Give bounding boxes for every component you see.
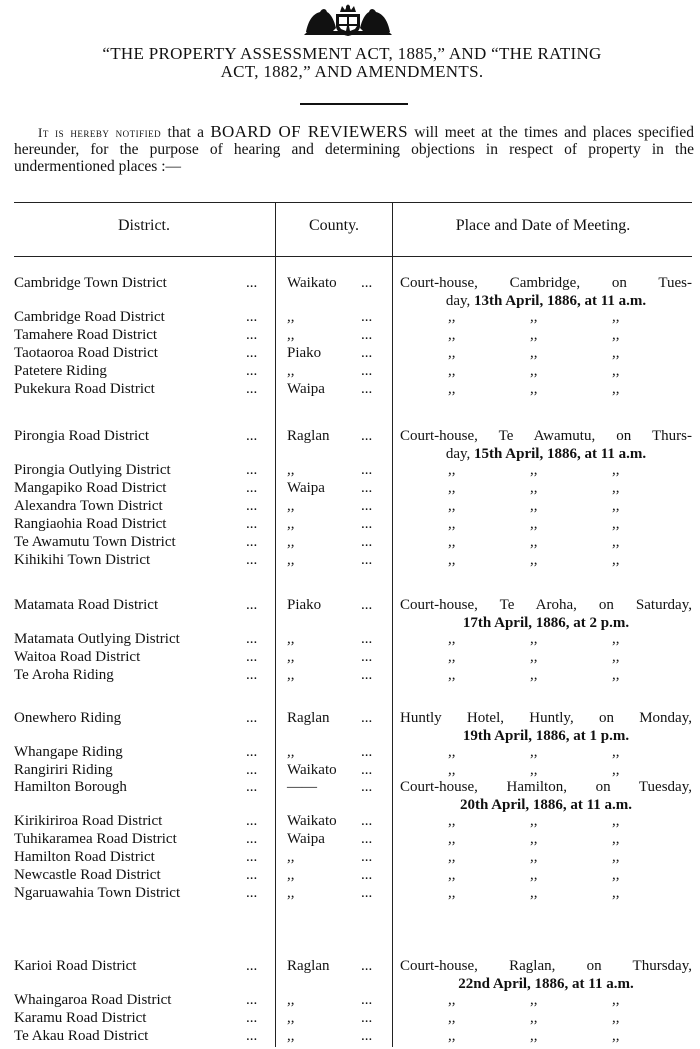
table-row: [0, 1009, 700, 1027]
county-leader: ...: [361, 309, 373, 325]
county-name: ,,: [287, 744, 295, 760]
county-name: ,,: [287, 498, 295, 514]
royal-coat-of-arms-icon: [298, 2, 398, 38]
ditto-mark: ,,: [530, 381, 538, 397]
district-name: Karioi Road District: [14, 958, 137, 974]
ditto-mark: ,,: [612, 667, 620, 683]
county-name: ——: [287, 779, 317, 795]
district-name: Matamata Road District: [14, 597, 159, 613]
table-row: [0, 866, 700, 884]
header-county: County.: [308, 217, 360, 234]
ditto-mark: ,,: [530, 631, 538, 647]
ditto-mark: ,,: [530, 498, 538, 514]
district-name: Tuhikaramea Road District: [14, 831, 177, 847]
district-leader: ...: [246, 779, 258, 795]
county-name: ,,: [287, 885, 295, 901]
title-line-2: ACT, 1882,” AND AMENDMENTS.: [220, 62, 484, 81]
district-leader: ...: [246, 1010, 258, 1026]
meeting-place-line-1: Court-house, Cambridge, on Tues-: [400, 275, 692, 291]
district-leader: ...: [246, 958, 258, 974]
district-name: Tamahere Road District: [14, 327, 158, 343]
county-name: ,,: [287, 649, 295, 665]
ditto-mark: ,,: [530, 667, 538, 683]
ditto-mark: ,,: [530, 516, 538, 532]
ditto-mark: ,,: [612, 327, 620, 343]
county-leader: ...: [361, 849, 373, 865]
county-name: Raglan: [287, 958, 330, 974]
county-leader: ...: [361, 381, 373, 397]
county-leader: ...: [361, 345, 373, 361]
county-leader: ...: [361, 762, 373, 778]
district-name: Mangapiko Road District: [14, 480, 167, 496]
county-leader: ...: [361, 597, 373, 613]
table-row: [0, 1027, 700, 1045]
ditto-mark: ,,: [448, 667, 456, 683]
ditto-mark: ,,: [612, 831, 620, 847]
notice-paragraph: [14, 123, 694, 175]
meeting-place-line-1: Court-house, Raglan, on Thursday,: [400, 958, 692, 974]
meeting-date: 17th April, 1886, at 2 p.m.: [462, 615, 630, 631]
table-row: [0, 778, 700, 796]
county-name: Waipa: [287, 831, 325, 847]
ditto-mark: ,,: [612, 762, 620, 778]
table-row: [0, 533, 700, 551]
county-leader: ...: [361, 516, 373, 532]
ditto-mark: ,,: [612, 813, 620, 829]
county-name: ,,: [287, 552, 295, 568]
county-leader: ...: [361, 552, 373, 568]
ditto-mark: ,,: [530, 849, 538, 865]
ditto-mark: ,,: [448, 631, 456, 647]
district-name: Patetere Riding: [14, 363, 107, 379]
ditto-mark: ,,: [612, 649, 620, 665]
header-district: District.: [118, 217, 170, 234]
table-row: [0, 479, 700, 497]
county-leader: ...: [361, 534, 373, 550]
ditto-mark: ,,: [448, 831, 456, 847]
county-leader: ...: [361, 498, 373, 514]
table-row: [0, 380, 700, 398]
district-name: Te Aroha Riding: [14, 667, 114, 683]
district-name: Kihikihi Town District: [14, 552, 151, 568]
county-leader: ...: [361, 744, 373, 760]
ditto-mark: ,,: [448, 762, 456, 778]
meeting-place-line-1: Court-house, Te Aroha, on Saturday,: [400, 597, 692, 613]
table-row: [0, 761, 700, 779]
ditto-mark: ,,: [612, 516, 620, 532]
county-leader: ...: [361, 813, 373, 829]
district-name: Rangiriri Riding: [14, 762, 113, 778]
district-leader: ...: [246, 363, 258, 379]
district-leader: ...: [246, 275, 258, 291]
district-name: Onewhero Riding: [14, 710, 122, 726]
ditto-mark: ,,: [448, 462, 456, 478]
county-name: Piako: [287, 345, 322, 361]
county-name: Waipa: [287, 480, 325, 496]
county-name: ,,: [287, 992, 295, 1008]
ditto-mark: ,,: [530, 462, 538, 478]
district-leader: ...: [246, 631, 258, 647]
meeting-date: day, 13th April, 1886, at 11 a.m.: [445, 293, 647, 309]
district-name: Pukekura Road District: [14, 381, 155, 397]
ditto-mark: ,,: [448, 1010, 456, 1026]
district-name: Te Awamutu Town District: [14, 534, 176, 550]
county-leader: ...: [361, 275, 373, 291]
title-rule: [300, 103, 408, 105]
ditto-mark: ,,: [612, 631, 620, 647]
district-leader: ...: [246, 867, 258, 883]
district-leader: ...: [246, 992, 258, 1008]
table-row: [0, 743, 700, 761]
ditto-mark: ,,: [448, 649, 456, 665]
ditto-mark: ,,: [448, 381, 456, 397]
county-leader: ...: [361, 958, 373, 974]
table-row: [0, 308, 700, 326]
county-leader: ...: [361, 831, 373, 847]
ditto-mark: ,,: [448, 885, 456, 901]
county-name: ,,: [287, 534, 295, 550]
district-leader: ...: [246, 849, 258, 865]
table-row: [0, 497, 700, 515]
table-row: [0, 344, 700, 362]
ditto-mark: ,,: [612, 867, 620, 883]
district-name: Cambridge Town District: [14, 275, 167, 291]
county-name: ,,: [287, 631, 295, 647]
table-row: [0, 884, 700, 902]
district-name: Whangape Riding: [14, 744, 123, 760]
ditto-mark: ,,: [530, 762, 538, 778]
county-name: ,,: [287, 327, 295, 343]
table-row: [0, 666, 700, 684]
district-leader: ...: [246, 498, 258, 514]
ditto-mark: ,,: [448, 992, 456, 1008]
district-name: Hamilton Borough: [14, 779, 127, 795]
table-row: [0, 709, 700, 727]
ditto-mark: ,,: [448, 552, 456, 568]
table-row: [0, 991, 700, 1009]
district-name: Karamu Road District: [14, 1010, 147, 1026]
notice-rest: will meet at the times and places specified hereunder, for the purpose of hearing and determining objections in respect of property in the undermentioned places :—: [14, 124, 694, 175]
table-row: [0, 274, 700, 292]
ditto-mark: ,,: [612, 498, 620, 514]
meeting-date: 22nd April, 1886, at 11 a.m.: [458, 976, 634, 992]
ditto-mark: ,,: [612, 381, 620, 397]
district-leader: ...: [246, 744, 258, 760]
ditto-mark: ,,: [530, 534, 538, 550]
ditto-mark: ,,: [530, 345, 538, 361]
county-name: ,,: [287, 462, 295, 478]
district-name: Alexandra Town District: [14, 498, 163, 514]
county-name: Waikato: [287, 762, 337, 778]
table-row: [0, 362, 700, 380]
notice-lead: It is hereby notified: [38, 125, 162, 140]
ditto-mark: ,,: [448, 363, 456, 379]
header-bottom-rule: [14, 256, 692, 257]
notice-board: BOARD OF REVIEWERS: [210, 122, 408, 141]
ditto-mark: ,,: [448, 813, 456, 829]
ditto-mark: ,,: [448, 309, 456, 325]
county-name: Waikato: [287, 275, 337, 291]
county-name: ,,: [287, 1010, 295, 1026]
district-leader: ...: [246, 552, 258, 568]
title-line-1: “THE PROPERTY ASSESSMENT ACT, 1885,” AND “THE RATING: [102, 44, 602, 63]
ditto-mark: ,,: [530, 552, 538, 568]
notice-that: that a: [161, 124, 211, 141]
district-leader: ...: [246, 649, 258, 665]
ditto-mark: ,,: [612, 345, 620, 361]
district-name: Cambridge Road District: [14, 309, 165, 325]
district-leader: ...: [246, 462, 258, 478]
county-leader: ...: [361, 710, 373, 726]
county-leader: ...: [361, 992, 373, 1008]
district-leader: ...: [246, 885, 258, 901]
district-leader: ...: [246, 345, 258, 361]
county-name: ,,: [287, 667, 295, 683]
ditto-mark: ,,: [612, 534, 620, 550]
county-leader: ...: [361, 363, 373, 379]
district-name: Hamilton Road District: [14, 849, 155, 865]
ditto-mark: ,,: [612, 363, 620, 379]
ditto-mark: ,,: [612, 744, 620, 760]
ditto-mark: ,,: [530, 327, 538, 343]
table-row: [0, 551, 700, 569]
table-row: [0, 812, 700, 830]
header-place: Place and Date of Meeting.: [455, 217, 631, 234]
ditto-mark: ,,: [612, 849, 620, 865]
district-leader: ...: [246, 762, 258, 778]
ditto-mark: ,,: [448, 327, 456, 343]
ditto-mark: ,,: [530, 649, 538, 665]
district-name: Rangiaohia Road District: [14, 516, 167, 532]
county-name: Waipa: [287, 381, 325, 397]
county-leader: ...: [361, 462, 373, 478]
county-name: ,,: [287, 516, 295, 532]
county-name: ,,: [287, 309, 295, 325]
table-top-rule: [14, 202, 692, 203]
ditto-mark: ,,: [448, 534, 456, 550]
ditto-mark: ,,: [530, 363, 538, 379]
ditto-mark: ,,: [448, 744, 456, 760]
ditto-mark: ,,: [448, 345, 456, 361]
county-leader: ...: [361, 631, 373, 647]
ditto-mark: ,,: [530, 867, 538, 883]
county-name: Raglan: [287, 428, 330, 444]
county-name: Waikato: [287, 813, 337, 829]
district-name: Whaingaroa Road District: [14, 992, 172, 1008]
county-leader: ...: [361, 1028, 373, 1044]
county-name: ,,: [287, 363, 295, 379]
district-name: Pirongia Road District: [14, 428, 149, 444]
county-name: Raglan: [287, 710, 330, 726]
district-name: Te Akau Road District: [14, 1028, 149, 1044]
district-leader: ...: [246, 381, 258, 397]
district-leader: ...: [246, 327, 258, 343]
district-leader: ...: [246, 1028, 258, 1044]
district-leader: ...: [246, 813, 258, 829]
district-leader: ...: [246, 597, 258, 613]
ditto-mark: ,,: [612, 480, 620, 496]
table-row: [0, 648, 700, 666]
ditto-mark: ,,: [530, 1028, 538, 1044]
district-leader: ...: [246, 428, 258, 444]
ditto-mark: ,,: [530, 480, 538, 496]
table-row: [0, 957, 700, 975]
ditto-mark: ,,: [612, 309, 620, 325]
table-row: [0, 461, 700, 479]
district-name: Ngaruawahia Town District: [14, 885, 181, 901]
meeting-date: 20th April, 1886, at 11 a.m.: [459, 797, 633, 813]
district-name: Matamata Outlying District: [14, 631, 180, 647]
meeting-place-line-1: Huntly Hotel, Huntly, on Monday,: [400, 710, 692, 726]
district-leader: ...: [246, 309, 258, 325]
ditto-mark: ,,: [448, 480, 456, 496]
ditto-mark: ,,: [530, 1010, 538, 1026]
district-leader: ...: [246, 516, 258, 532]
county-leader: ...: [361, 867, 373, 883]
table-row: [0, 515, 700, 533]
county-leader: ...: [361, 649, 373, 665]
district-name: Kirikiriroa Road District: [14, 813, 163, 829]
district-leader: ...: [246, 534, 258, 550]
county-leader: ...: [361, 327, 373, 343]
county-name: Piako: [287, 597, 322, 613]
meeting-place-line-1: Court-house, Hamilton, on Tuesday,: [400, 779, 692, 795]
table-row: [0, 848, 700, 866]
table-row: [0, 326, 700, 344]
ditto-mark: ,,: [530, 885, 538, 901]
ditto-mark: ,,: [612, 1028, 620, 1044]
notice-title: [10, 45, 694, 81]
ditto-mark: ,,: [612, 1010, 620, 1026]
district-name: Taotaoroa Road District: [14, 345, 158, 361]
district-name: Newcastle Road District: [14, 867, 161, 883]
county-leader: ...: [361, 480, 373, 496]
ditto-mark: ,,: [612, 992, 620, 1008]
district-name: Pirongia Outlying District: [14, 462, 171, 478]
ditto-mark: ,,: [448, 849, 456, 865]
ditto-mark: ,,: [530, 831, 538, 847]
ditto-mark: ,,: [530, 744, 538, 760]
county-leader: ...: [361, 885, 373, 901]
meeting-place-line-1: Court-house, Te Awamutu, on Thurs-: [400, 428, 692, 444]
ditto-mark: ,,: [530, 309, 538, 325]
district-leader: ...: [246, 480, 258, 496]
county-leader: ...: [361, 779, 373, 795]
meeting-date: 19th April, 1886, at 1 p.m.: [462, 728, 630, 744]
ditto-mark: ,,: [530, 992, 538, 1008]
ditto-mark: ,,: [448, 498, 456, 514]
ditto-mark: ,,: [448, 1028, 456, 1044]
ditto-mark: ,,: [530, 813, 538, 829]
table-row: [0, 427, 700, 445]
county-name: ,,: [287, 1028, 295, 1044]
meeting-date: day, 15th April, 1886, at 11 a.m.: [445, 446, 647, 462]
ditto-mark: ,,: [448, 867, 456, 883]
district-leader: ...: [246, 667, 258, 683]
ditto-mark: ,,: [448, 516, 456, 532]
district-name: Waitoa Road District: [14, 649, 141, 665]
table-row: [0, 596, 700, 614]
table-row: [0, 830, 700, 848]
county-leader: ...: [361, 428, 373, 444]
district-leader: ...: [246, 710, 258, 726]
county-leader: ...: [361, 667, 373, 683]
ditto-mark: ,,: [612, 552, 620, 568]
district-leader: ...: [246, 831, 258, 847]
ditto-mark: ,,: [612, 462, 620, 478]
table-row: [0, 630, 700, 648]
county-name: ,,: [287, 849, 295, 865]
county-leader: ...: [361, 1010, 373, 1026]
county-name: ,,: [287, 867, 295, 883]
ditto-mark: ,,: [612, 885, 620, 901]
